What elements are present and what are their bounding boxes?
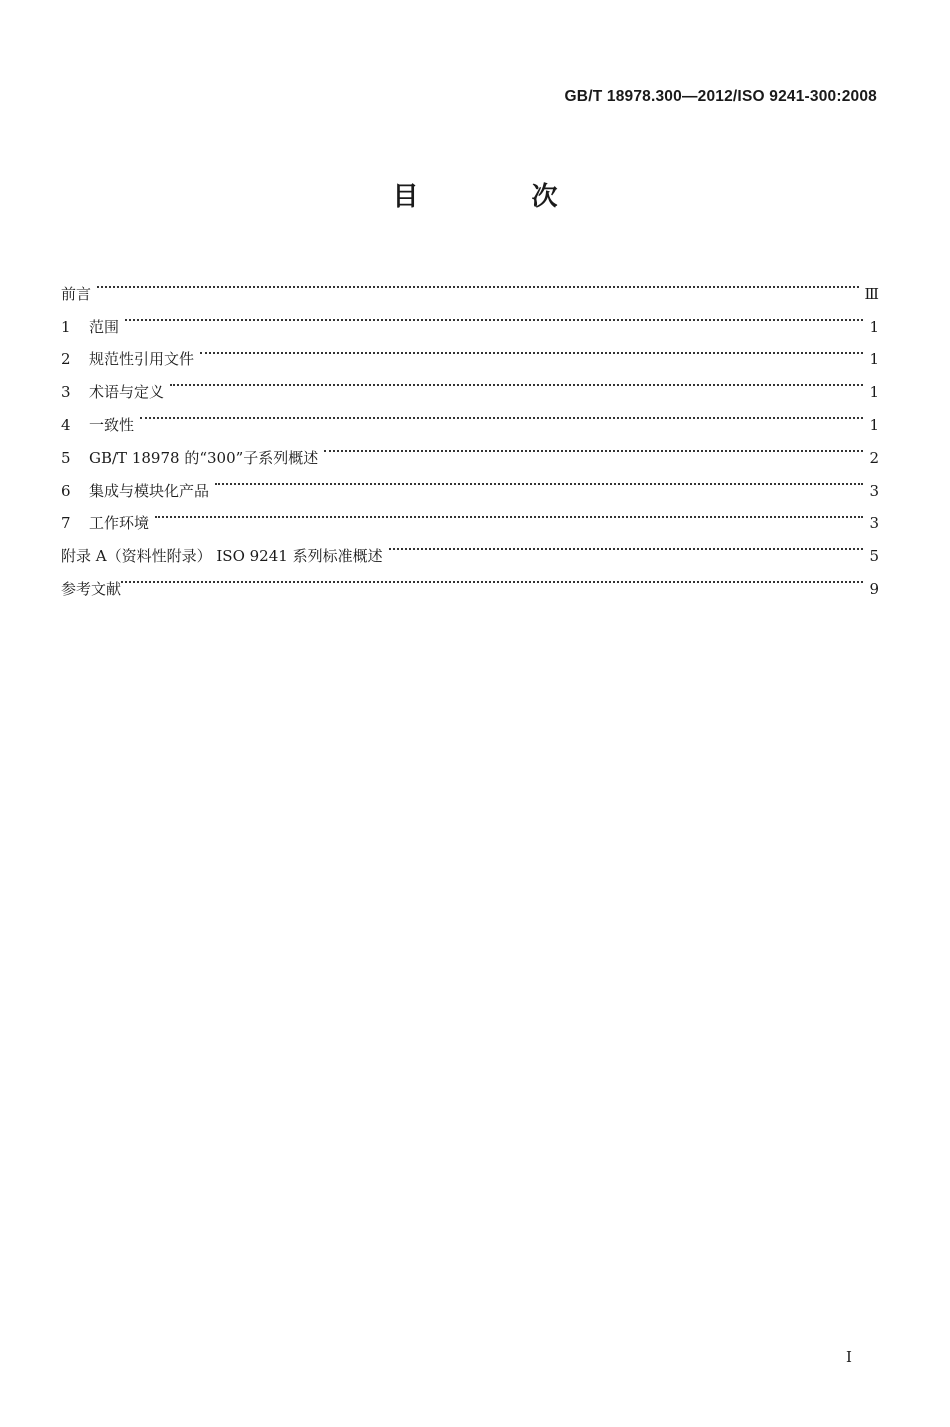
table-of-contents bbox=[61, 266, 879, 598]
toc-entry-label: 术语与定义 bbox=[89, 383, 165, 402]
toc-entry-label: 参考文献 bbox=[61, 579, 122, 598]
toc-entry-foreword[interactable] bbox=[61, 266, 879, 303]
toc-entry-normative-references[interactable] bbox=[61, 332, 879, 369]
toc-entry-number: 5 bbox=[61, 448, 71, 467]
toc-entry-number: 7 bbox=[61, 514, 71, 533]
toc-leader-dots bbox=[324, 430, 863, 463]
toc-entry-number: 3 bbox=[61, 383, 71, 402]
toc-entry-page: 3 bbox=[869, 481, 879, 500]
toc-leader-dots bbox=[215, 463, 863, 496]
toc-entry-label: 附录 A（资料性附录） ISO 9241 系列标准概述 bbox=[61, 547, 383, 566]
toc-entry-annex-a[interactable] bbox=[61, 528, 879, 566]
toc-leader-dots bbox=[389, 528, 863, 561]
page-title: 目 次 bbox=[392, 182, 610, 212]
toc-leader-dots bbox=[97, 266, 859, 299]
toc-entry-number: 4 bbox=[61, 415, 71, 434]
toc-leader-dots bbox=[121, 561, 863, 594]
toc-entry-page: 1 bbox=[869, 317, 879, 336]
toc-entry-number: 2 bbox=[61, 350, 71, 369]
toc-entry-work-environment[interactable] bbox=[61, 496, 879, 533]
toc-leader-dots bbox=[125, 299, 863, 332]
page-number: I bbox=[846, 1348, 852, 1366]
toc-entry-scope[interactable] bbox=[61, 299, 879, 336]
toc-entry-page: 5 bbox=[869, 547, 879, 566]
toc-entry-conformance[interactable] bbox=[61, 397, 879, 434]
toc-entry-bibliography[interactable] bbox=[61, 561, 879, 598]
toc-entry-page: 9 bbox=[869, 579, 879, 598]
toc-entry-label: 前言 bbox=[61, 284, 92, 303]
toc-entry-label: 规范性引用文件 bbox=[89, 350, 195, 369]
toc-entry-label: 一致性 bbox=[89, 415, 135, 434]
toc-entry-number: 6 bbox=[61, 481, 71, 500]
toc-entry-page: 1 bbox=[869, 350, 879, 369]
toc-entry-label: 范围 bbox=[89, 317, 120, 336]
toc-leader-dots bbox=[200, 332, 863, 365]
toc-leader-dots bbox=[170, 364, 863, 397]
toc-entry-300-series-overview[interactable] bbox=[61, 430, 879, 467]
toc-leader-dots bbox=[140, 397, 863, 430]
toc-entry-page: 1 bbox=[869, 383, 879, 402]
toc-entry-label: 工作环境 bbox=[89, 514, 150, 533]
toc-entry-label: GB/T 18978 的“300”子系列概述 bbox=[89, 448, 319, 467]
toc-entry-page: 3 bbox=[869, 514, 879, 533]
standard-code: GB/T 18978.300—2012/ISO 9241-300:2008 bbox=[564, 88, 877, 105]
toc-entry-label: 集成与模块化产品 bbox=[89, 481, 210, 500]
toc-entry-page: Ⅲ bbox=[864, 284, 879, 303]
toc-entry-number: 1 bbox=[61, 317, 71, 336]
toc-entry-page: 2 bbox=[869, 448, 879, 467]
toc-entry-page: 1 bbox=[869, 415, 879, 434]
toc-entry-terms-definitions[interactable] bbox=[61, 364, 879, 402]
toc-leader-dots bbox=[155, 496, 863, 529]
